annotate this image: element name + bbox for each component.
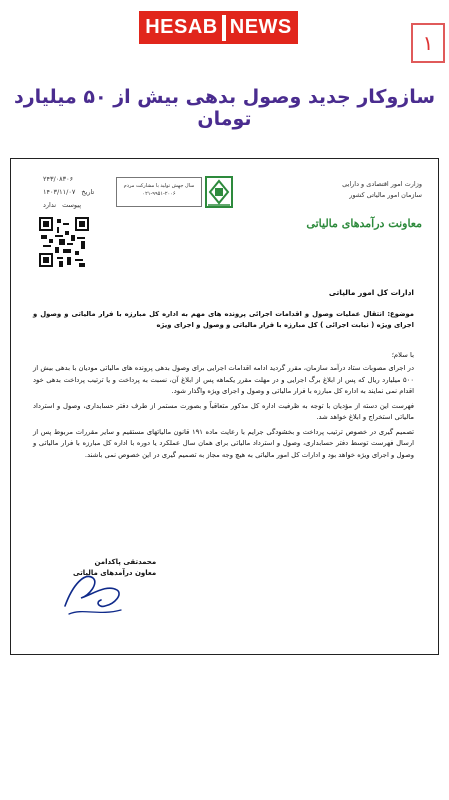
signatory-name: محمدتقی پاکدامن — [94, 558, 157, 566]
letter-subject: موضوع: انتقال عملیات وصول و اقدامات اجرائی پرونده های مهم به اداره کل مبارزه با فرار مالیاتی و وصول و اجرای ویژه ( نیابت اجرائی ) کل مبارزه با فرار مالیاتی و وصول و اجرای ویژه — [33, 309, 414, 329]
brand-separator — [222, 15, 226, 41]
date-label: تاریخ — [81, 188, 95, 196]
letter-number: ۲۴۳/۰۸۳۰۶ — [43, 175, 74, 183]
tax-organization-emblem-icon — [204, 175, 234, 209]
brand-word-news: NEWS — [229, 16, 292, 38]
slogan-phone: ۰۲۱-۹۹۵۱-۲۰۰۶ — [142, 191, 176, 197]
attachment-value: ندارد — [43, 201, 57, 209]
letter-date: ۱۴۰۳/۱۱/۰۷ — [43, 188, 76, 196]
brand-word-hesab: HESAB — [145, 16, 218, 38]
year-slogan-banner — [116, 177, 202, 207]
signatory-block — [73, 557, 156, 579]
letter-body — [33, 287, 414, 464]
hesab-news-logo — [139, 11, 298, 44]
ministry-name: وزارت امور اقتصادی و دارایی — [342, 180, 422, 188]
paragraph: در اجرای مصوبات ستاد درآمد سازمان، مقرر گردید ادامه اقدامات اجرایی برای وصول بدهی پرونده های مالیاتی مودیان با بدهی بیش از ۵۰۰ میلیارد ریال که پس از ابلاغ برگ اجرایی و در مهلت مقرر یکماهه پس از ابلاغ آن، نسبت به پرداخت و یا ترتیب پرداخت بدهی خود اقدام نمی نمایند به اداره کل مبارزه با فرار مالیاتی و وصول و اجرای ویژه واگذار شود. — [33, 364, 414, 395]
slogan-text: سال جهش تولید با مشارکت مردم — [123, 183, 195, 189]
organization-header — [342, 179, 422, 201]
paragraph: فهرست این دسته از مؤدیان با توجه به ظرفیت اداره کل مذکور متعاقباً و بصورت مستمر از طرف دفتر حسابداری، وصول و استرداد مالیاتی استخراج و ابلاغ خواهد شد. — [33, 401, 414, 421]
paragraph: تصمیم گیری در خصوص ترتیب پرداخت و بخشودگی جرایم با رعایت ماده ۱۹۱ قانون مالیاتهای مستقیم و سایر مقررات مربوط پس از ارسال فهرست توسط دفتر حسابداری، وصول و استرداد مالیاتی برای همان سال عملکرد یا دوره با اداره کل مبارزه با فرار مالیاتی و وصول و اجرای ویژه خواهد بود و ادارات کل امور مالیاتی به هیچ وجه مجاز به تصمیم گیری در این خصوص نمی باشند. — [33, 427, 414, 459]
department-title: معاونت درآمدهای مالیاتی — [306, 217, 422, 230]
qr-code-icon — [39, 217, 89, 267]
addressee: ادارات کل امور مالیاتی — [328, 288, 414, 297]
attachment-label: پیوست — [62, 201, 82, 209]
organization-name: سازمان امور مالیاتی کشور — [349, 191, 422, 199]
official-letter — [10, 158, 439, 655]
salutation: با سلام؛ — [391, 350, 414, 359]
signatory-title: معاون درآمدهای مالیاتی — [73, 569, 157, 577]
headline: سازوکار جدید وصول بدهی بیش از ۵۰ میلیارد تومان — [13, 86, 436, 130]
letter-meta — [43, 173, 94, 212]
page-number-badge: ۱ — [411, 23, 445, 63]
